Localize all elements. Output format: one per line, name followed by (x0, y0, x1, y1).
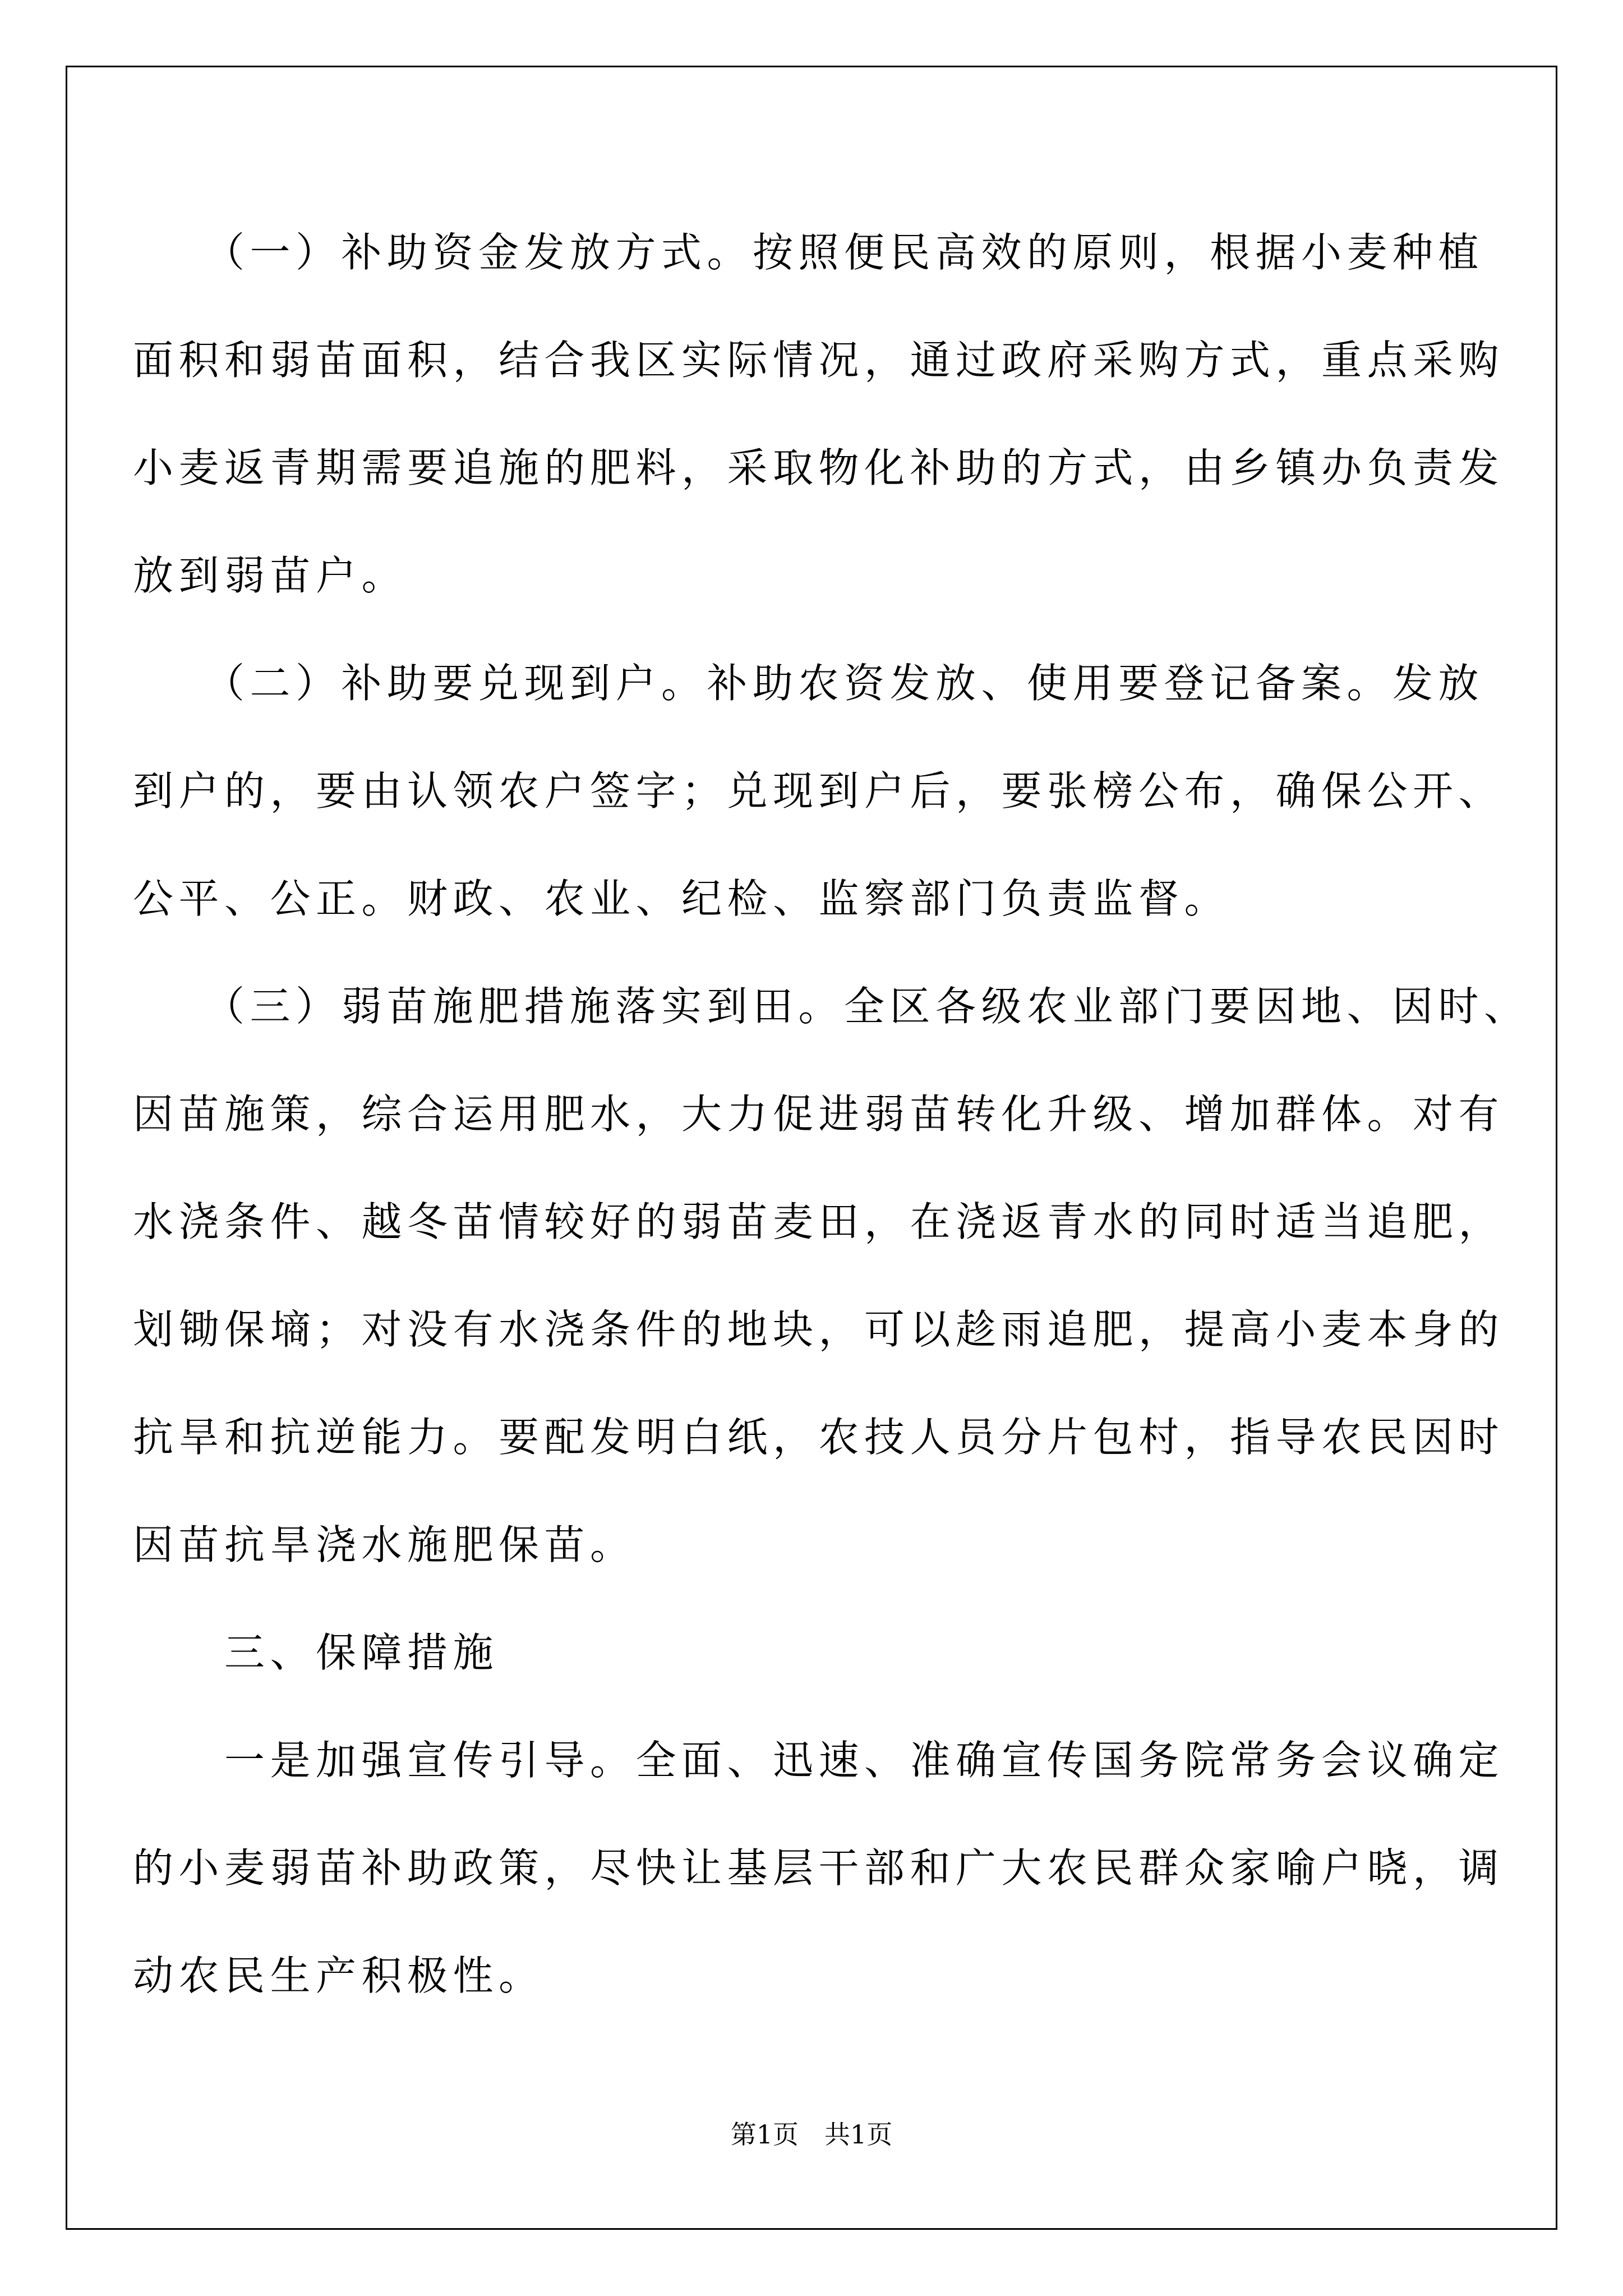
section-heading: 三、保障措施 (133, 1629, 499, 1676)
text-line: 到户的，要由认领农户签字；兑现到户后，要张榜公布，确保公开、 (133, 767, 1505, 815)
text-line: 公平、公正。财政、农业、纪检、监察部门负责监督。 (133, 875, 1230, 922)
text-line: （一）补助资金发放方式。按照便民高效的原则，根据小麦种植 (133, 229, 1484, 276)
text-line: 划锄保墒；对没有水浇条件的地块，可以趁雨追肥，提高小麦本身的 (133, 1306, 1505, 1353)
page-border (66, 66, 1557, 2230)
text-line: 动农民生产积极性。 (133, 1952, 545, 1999)
text-line: 抗旱和抗逆能力。要配发明白纸，农技人员分片包村，指导农民因时 (133, 1414, 1505, 1461)
text-line: 放到弱苗户。 (133, 552, 408, 599)
text-line: 因苗施策，综合运用肥水，大力促进弱苗转化升级、增加群体。对有 (133, 1091, 1505, 1138)
text-line: 因苗抗旱浇水施肥保苗。 (133, 1521, 636, 1568)
text-line: 一是加强宣传引导。全面、迅速、准确宣传国务院常务会议确定 (133, 1737, 1505, 1784)
page-number: 第1页 共1页 (730, 2119, 893, 2150)
text-line: 面积和弱苗面积，结合我区实际情况，通过政府采购方式，重点采购 (133, 337, 1505, 384)
text-line: 的小麦弱苗补助政策，尽快让基层干部和广大农民群众家喻户晓，调 (133, 1844, 1505, 1892)
text-line: 水浇条件、越冬苗情较好的弱苗麦田，在浇返青水的同时适当追肥， (133, 1198, 1505, 1245)
text-line: （二）补助要兑现到户。补助农资发放、使用要登记备案。发放 (133, 660, 1484, 707)
text-line: （三）弱苗施肥措施落实到田。全区各级农业部门要因地、因时、 (133, 983, 1530, 1030)
text-line: 小麦返青期需要追施的肥料，采取物化补助的方式，由乡镇办负责发 (133, 444, 1505, 491)
